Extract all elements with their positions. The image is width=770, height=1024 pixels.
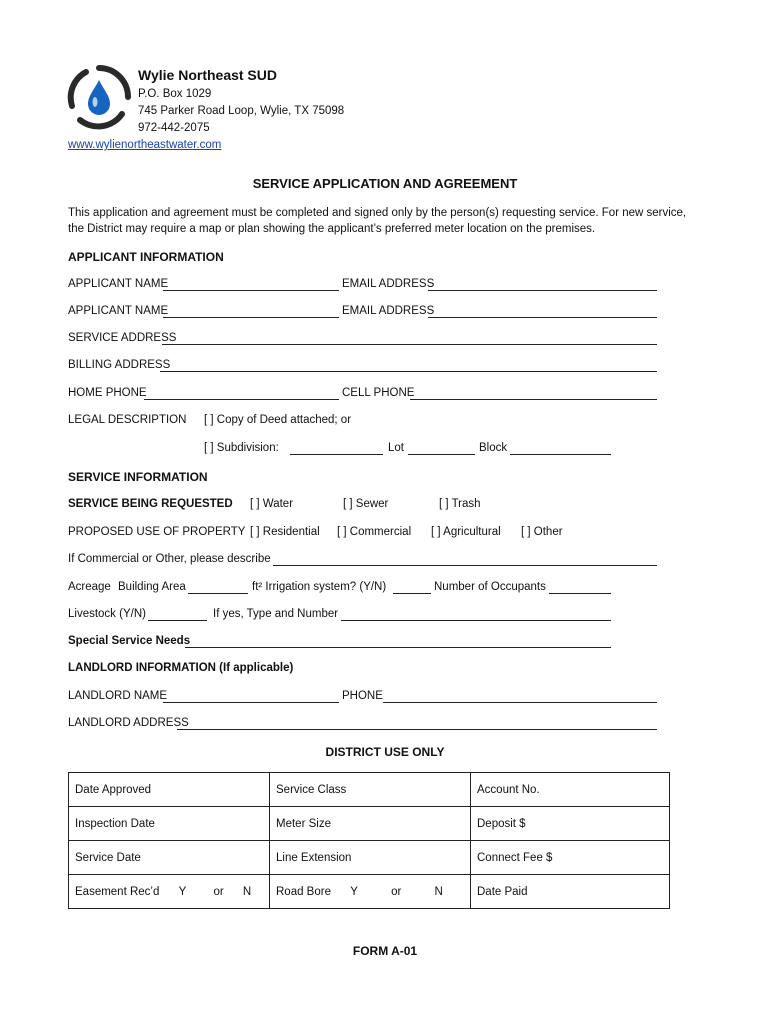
- service-heading: SERVICE INFORMATION: [68, 470, 208, 484]
- residential-checkbox[interactable]: [ ] Residential: [250, 526, 320, 538]
- landlord-heading: LANDLORD INFORMATION (If applicable): [68, 662, 294, 674]
- inspection-date-cell[interactable]: Inspection Date: [69, 807, 270, 841]
- road-bore-or: or: [391, 885, 402, 898]
- org-name: Wylie Northeast SUD: [138, 67, 277, 83]
- service-requested-label: SERVICE BEING REQUESTED: [68, 498, 233, 510]
- landlord-address-label: LANDLORD ADDRESS: [68, 717, 189, 729]
- easement-yes[interactable]: Y: [178, 885, 187, 898]
- describe-label: If Commercial or Other, please describe: [68, 553, 271, 565]
- water-checkbox[interactable]: [ ] Water: [250, 498, 294, 510]
- type-number-label: If yes, Type and Number: [213, 608, 339, 620]
- service-date-cell[interactable]: Service Date: [69, 841, 270, 875]
- legal-description-label: LEGAL DESCRIPTION: [68, 414, 187, 426]
- landlord-name-label: LANDLORD NAME: [68, 690, 168, 702]
- billing-address-field[interactable]: [160, 371, 657, 372]
- landlord-name-field[interactable]: [163, 702, 339, 703]
- livestock-field[interactable]: [148, 620, 207, 621]
- applicant-name-field-2[interactable]: [163, 317, 339, 318]
- service-class-cell[interactable]: Service Class: [270, 773, 471, 807]
- org-street-address: 745 Parker Road Loop, Wylie, TX 75098: [138, 105, 345, 117]
- deed-attached-checkbox[interactable]: [ ] Copy of Deed attached; or: [204, 414, 352, 426]
- intro-line-1: This application and agreement must be completed and signed only by the person(s) requesting service. For new service,: [68, 207, 687, 219]
- subdivision-checkbox[interactable]: [ ] Subdivision:: [204, 442, 279, 454]
- district-use-table: [68, 772, 670, 909]
- irrigation-field[interactable]: [393, 593, 431, 594]
- easement-label: Easement Rec’d: [75, 885, 160, 898]
- describe-field[interactable]: [273, 565, 657, 566]
- deposit-cell[interactable]: Deposit $: [471, 807, 670, 841]
- form-number: FORM A-01: [352, 944, 418, 958]
- table-row: [69, 773, 670, 807]
- table-row: [69, 841, 670, 875]
- lot-field[interactable]: [408, 454, 475, 455]
- sewer-checkbox[interactable]: [ ] Sewer: [343, 498, 389, 510]
- home-phone-label: HOME PHONE: [68, 387, 147, 399]
- landlord-address-field[interactable]: [177, 729, 657, 730]
- meter-size-cell[interactable]: Meter Size: [270, 807, 471, 841]
- applicant-name-label-1: APPLICANT NAME: [68, 278, 169, 290]
- commercial-checkbox[interactable]: [ ] Commercial: [337, 526, 412, 538]
- email-label-2: EMAIL ADDRESS: [342, 305, 435, 317]
- cell-phone-field[interactable]: [410, 399, 657, 400]
- connect-fee-cell[interactable]: Connect Fee $: [471, 841, 670, 875]
- special-needs-field[interactable]: [185, 647, 611, 648]
- applicant-name-label-2: APPLICANT NAME: [68, 305, 169, 317]
- home-phone-field[interactable]: [144, 399, 339, 400]
- service-address-label: SERVICE ADDRESS: [68, 332, 177, 344]
- line-extension-cell[interactable]: Line Extension: [270, 841, 471, 875]
- type-number-field[interactable]: [341, 620, 611, 621]
- applicant-heading: APPLICANT INFORMATION: [68, 250, 224, 264]
- easement-or: or: [213, 885, 224, 898]
- org-po-box: P.O. Box 1029: [138, 88, 212, 100]
- agricultural-checkbox[interactable]: [ ] Agricultural: [431, 526, 501, 538]
- occupants-label: Number of Occupants: [434, 581, 546, 593]
- easement-no[interactable]: N: [242, 885, 252, 898]
- special-needs-label: Special Service Needs: [68, 635, 191, 647]
- subdivision-field[interactable]: [290, 454, 383, 455]
- irrigation-label: ft² Irrigation system? (Y/N): [252, 581, 387, 593]
- trash-checkbox[interactable]: [ ] Trash: [439, 498, 481, 510]
- cell-phone-label: CELL PHONE: [342, 387, 415, 399]
- livestock-label: Livestock (Y/N): [68, 608, 146, 620]
- building-area-field[interactable]: [188, 593, 248, 594]
- road-bore-label: Road Bore: [276, 885, 331, 898]
- easement-cell[interactable]: [69, 875, 270, 909]
- water-drop-swirl-logo-icon: [66, 64, 132, 130]
- email-label-1: EMAIL ADDRESS: [342, 278, 435, 290]
- road-bore-yes[interactable]: Y: [350, 885, 358, 898]
- block-label: Block: [479, 442, 508, 454]
- building-area-label: Building Area: [118, 581, 186, 593]
- district-use-heading: DISTRICT USE ONLY: [325, 745, 445, 759]
- occupants-field[interactable]: [549, 593, 611, 594]
- date-approved-cell[interactable]: Date Approved: [69, 773, 270, 807]
- billing-address-label: BILLING ADDRESS: [68, 359, 171, 371]
- date-paid-cell[interactable]: Date Paid: [471, 875, 670, 909]
- email-field-1[interactable]: [428, 290, 657, 291]
- service-address-field[interactable]: [162, 344, 657, 345]
- block-field[interactable]: [510, 454, 611, 455]
- org-phone: 972-442-2075: [138, 122, 210, 134]
- email-field-2[interactable]: [428, 317, 657, 318]
- road-bore-cell[interactable]: [270, 875, 471, 909]
- website-link[interactable]: www.wylienortheastwater.com: [68, 139, 222, 151]
- table-row: [69, 875, 670, 909]
- lot-label: Lot: [388, 442, 404, 454]
- form-title: SERVICE APPLICATION AND AGREEMENT: [252, 176, 518, 191]
- landlord-phone-field[interactable]: [383, 702, 657, 703]
- table-row: [69, 807, 670, 841]
- other-checkbox[interactable]: [ ] Other: [521, 526, 563, 538]
- road-bore-no[interactable]: N: [434, 885, 443, 898]
- landlord-phone-label: PHONE: [342, 690, 383, 702]
- acreage-label: Acreage: [68, 581, 111, 593]
- proposed-use-label: PROPOSED USE OF PROPERTY: [68, 526, 246, 538]
- account-no-cell[interactable]: Account No.: [471, 773, 670, 807]
- intro-line-2: the District may require a map or plan showing the applicant’s preferred meter location on the premises.: [68, 223, 596, 235]
- applicant-name-field-1[interactable]: [163, 290, 339, 291]
